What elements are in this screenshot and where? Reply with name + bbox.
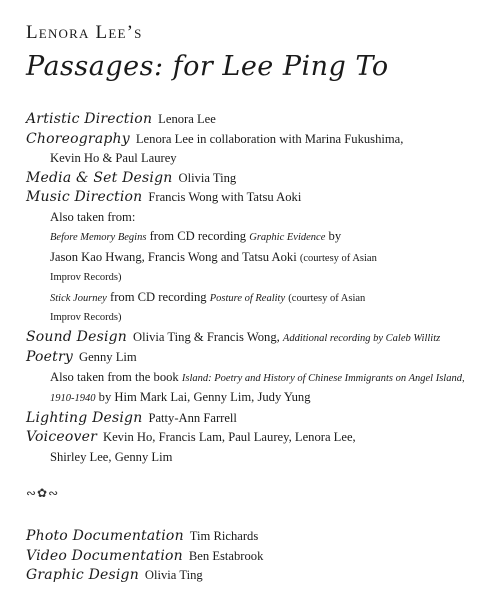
music-also-taken: Also taken from:	[50, 209, 136, 224]
credit-choreography	[26, 130, 486, 169]
role-label: Music Direction	[26, 189, 143, 205]
program-title: Passages: for Lee Ping To	[26, 51, 389, 82]
credit-name: Patty-Ann Farrell	[148, 410, 237, 425]
role-label: Video Documentation	[26, 547, 183, 564]
credit-name: Genny Lim	[79, 350, 137, 364]
credit-voiceover	[26, 428, 486, 467]
ornament-divider: ∾✿∾	[26, 486, 60, 500]
role-label: Graphic Design	[26, 567, 139, 583]
book-title: Island: Poetry and History of Chinese Immigrants on Angel Island, 1910-1940	[50, 372, 465, 404]
credit-name: Olivia Ting & Francis Wong,	[133, 329, 280, 344]
credit-lighting-design	[26, 409, 486, 429]
role-label: Media & Set Design	[26, 169, 173, 186]
credit-name: Lenora Lee in collaboration with Marina Fukushima,	[135, 131, 404, 146]
album-title: Posture of Reality	[209, 292, 286, 304]
credit-name: Olivia Ting	[178, 170, 237, 185]
credit-music-direction	[26, 188, 486, 328]
credit-graphic-design	[26, 566, 486, 586]
documentation-credits	[26, 527, 486, 586]
music-track-1-artists: Jason Kao Hwang, Francis Wong and Tatsu Aoki (courtesy of Asian	[50, 249, 377, 264]
credit-media-set-design	[26, 169, 486, 189]
credit-name: Kevin Ho, Francis Lam, Paul Laurey, Lenora Lee,	[102, 430, 356, 444]
credit-name: Tim Richards	[189, 529, 259, 543]
role-label: Sound Design	[26, 328, 128, 345]
role-label: Photo Documentation	[26, 528, 184, 544]
track-title: Before Memory Begins	[50, 232, 147, 243]
program-page	[26, 22, 486, 586]
poetry-source: Also taken from the book Island: Poetry and History of Chinese Immigrants on Angel Island, 1910-1940 by Him Mark Lai, Genny Lim, Judy Yung	[50, 369, 465, 404]
credit-photo-documentation	[26, 527, 486, 547]
track-title: Stick Journey	[50, 292, 107, 304]
credit-name: Francis Wong with Tatsu Aoki	[148, 190, 302, 204]
album-title: Graphic Evidence	[249, 232, 326, 243]
music-track-1: Before Memory Begins from CD recording Graphic Evidence by	[50, 229, 342, 243]
music-track-1-label: Improv Records)	[50, 272, 122, 283]
credit-artistic-direction	[26, 110, 486, 130]
credit-video-documentation	[26, 547, 486, 567]
credit-name: Lenora Lee	[158, 112, 216, 126]
credit-name-continued: Shirley Lee, Genny Lim	[50, 449, 173, 464]
music-track-2: Stick Journey from CD recording Posture of Reality (courtesy of Asian	[50, 289, 366, 304]
credit-name: Ben Estabrook	[188, 548, 264, 563]
additional-recording: Additional recording by Caleb Willitz	[282, 332, 441, 344]
music-track-2-label: Improv Records)	[50, 312, 122, 323]
presenter-heading: Lenora Lee’s	[26, 22, 143, 43]
role-label: Voiceover	[26, 429, 97, 445]
role-label: Lighting Design	[26, 409, 143, 426]
credit-poetry	[26, 348, 486, 409]
role-label: Choreography	[26, 130, 130, 147]
credits-list	[26, 110, 486, 467]
role-label: Poetry	[26, 349, 73, 365]
credit-sound-design	[26, 328, 486, 349]
credit-name: Olivia Ting	[144, 568, 203, 582]
role-label: Artistic Direction	[26, 111, 153, 127]
credit-name-continued: Kevin Ho & Paul Laurey	[50, 151, 177, 165]
